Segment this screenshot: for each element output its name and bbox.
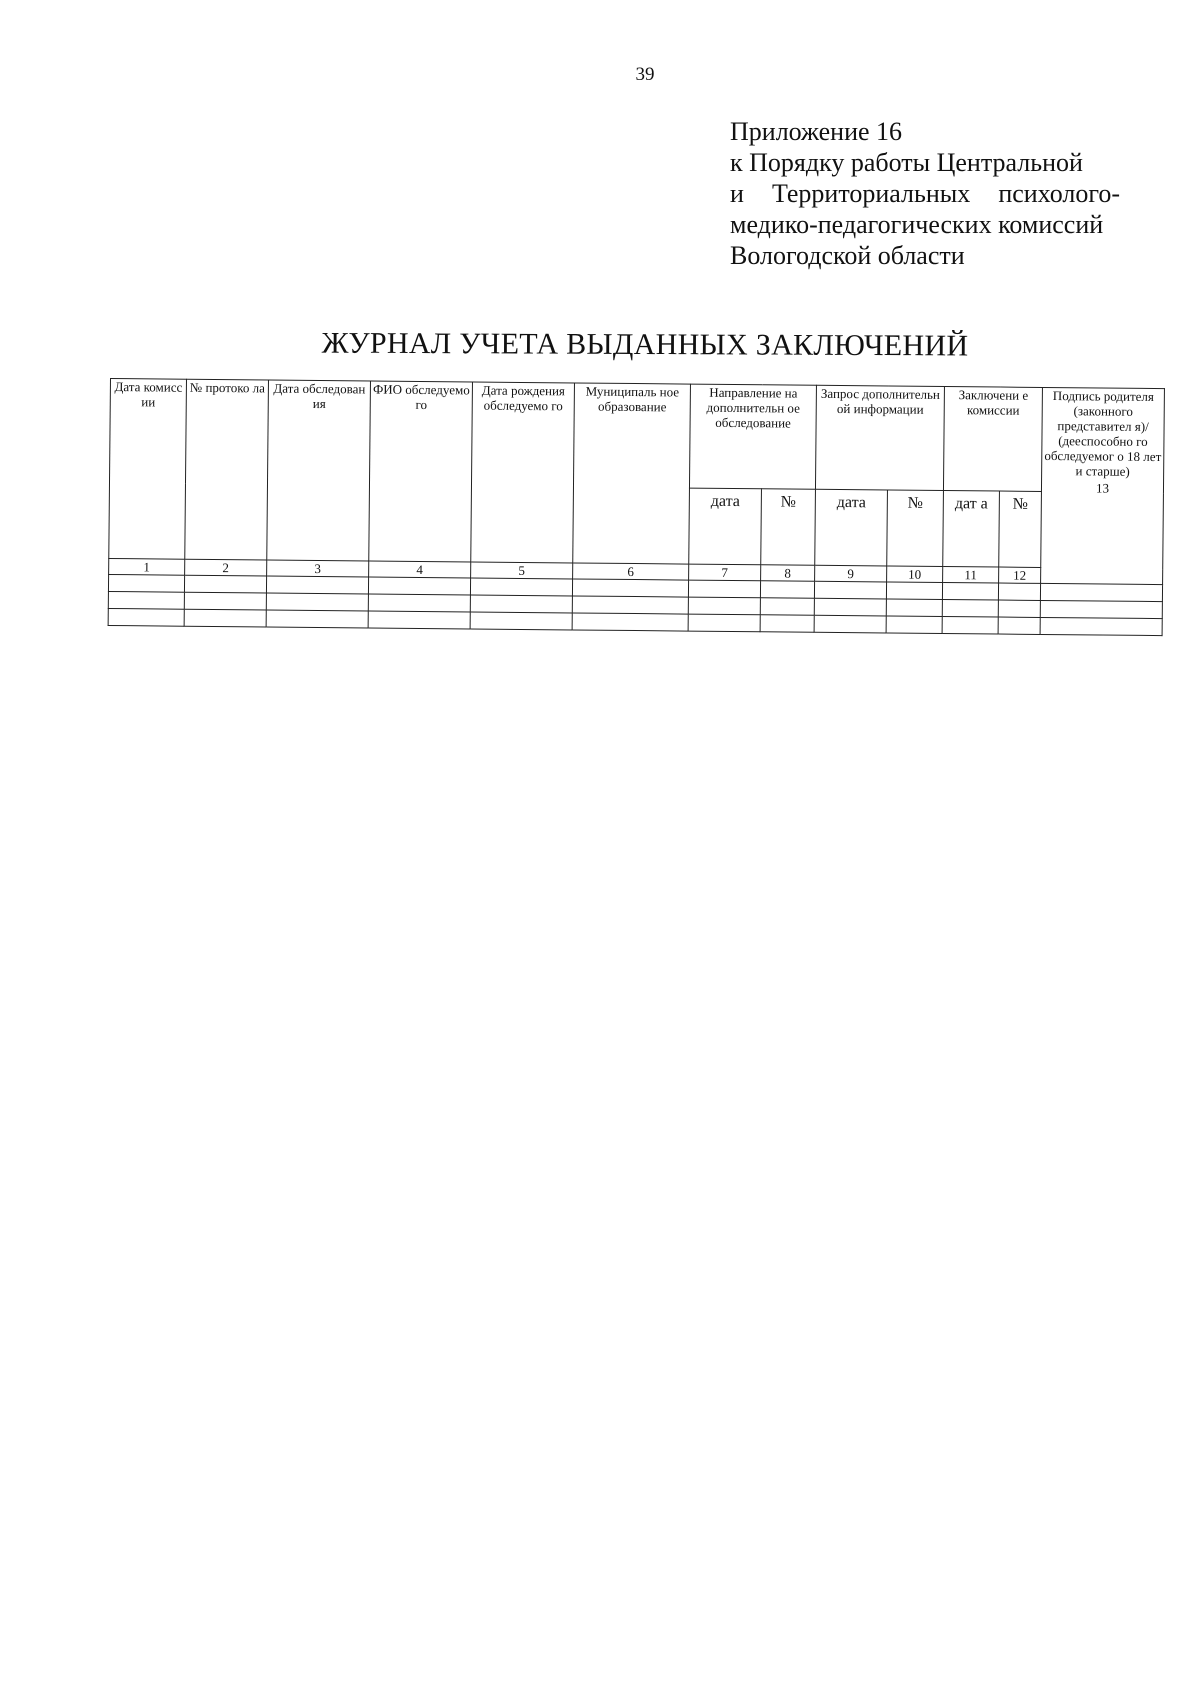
column-number: 4 <box>369 561 471 578</box>
column-number: 3 <box>267 560 369 577</box>
empty-cell <box>688 580 760 598</box>
header-group-cell: Заключени е комиссии <box>943 387 1042 492</box>
appendix-line-3 <box>730 178 1120 209</box>
appendix-line-4: медико-педагогических комиссий <box>730 210 1104 239</box>
appendix-line-5: Вологодской области <box>730 241 965 270</box>
header-group-cell: Направление на дополнительн ое обследование <box>689 384 816 489</box>
column-number: 6 <box>573 563 689 580</box>
subheader-cell: дат а <box>943 491 1000 568</box>
subheader-cell: дата <box>689 488 762 565</box>
empty-cell <box>108 608 184 626</box>
empty-cell <box>688 597 760 615</box>
empty-cell <box>572 579 688 597</box>
journal-table <box>108 378 1165 636</box>
column-number: 11 <box>943 567 999 584</box>
header-cell: Подпись родителя (законного представител я)/ (дееспособно го обследуемог о 18 лет и старше) 13 <box>1041 387 1165 584</box>
empty-cell <box>942 600 998 618</box>
empty-cell <box>886 582 942 600</box>
column-number: 5 <box>471 562 573 579</box>
empty-cell <box>760 598 814 616</box>
empty-cell <box>886 599 942 617</box>
column-number: 1 <box>109 558 185 575</box>
empty-cell <box>942 617 998 635</box>
appendix-line-3-word: психолого- <box>998 179 1120 208</box>
empty-cell <box>470 595 572 613</box>
subheader-cell: дата <box>815 489 888 566</box>
empty-cell <box>886 616 942 634</box>
empty-cell <box>1040 583 1162 601</box>
document-title: ЖУРНАЛ УЧЕТА ВЫДАННЫХ ЗАКЛЮЧЕНИЙ <box>321 326 969 363</box>
header-cell: Дата комисс ии <box>109 379 187 560</box>
empty-cell <box>184 609 266 627</box>
empty-cell <box>572 596 688 614</box>
empty-cell <box>266 576 368 594</box>
column-number: 9 <box>815 565 887 582</box>
empty-cell <box>814 615 886 633</box>
empty-cell <box>688 614 760 632</box>
empty-cell <box>998 617 1040 634</box>
subheader-cell: № <box>761 489 816 566</box>
column-number: 13 <box>1095 480 1110 496</box>
empty-cell <box>368 611 470 629</box>
empty-cell <box>998 600 1040 617</box>
empty-cell <box>184 592 266 610</box>
empty-cell <box>108 591 184 609</box>
empty-cell <box>814 598 886 616</box>
empty-cell <box>368 577 470 595</box>
appendix-line-3-word: Территориальных <box>771 179 971 208</box>
header-cell: № протоко ла <box>185 379 269 560</box>
empty-cell <box>572 613 688 631</box>
empty-cell <box>760 581 814 599</box>
appendix-line-2: к Порядку работы Центральной <box>730 148 1083 177</box>
header-cell: Дата обследован ия <box>267 380 371 561</box>
empty-cell <box>108 574 184 592</box>
appendix-block <box>730 116 1120 271</box>
column-number: 8 <box>761 565 815 582</box>
header-cell: Муниципаль ное образование <box>573 383 691 564</box>
empty-cell <box>760 615 814 633</box>
empty-cell <box>184 575 266 593</box>
empty-cell <box>368 594 470 612</box>
header-row-top <box>109 379 1164 493</box>
empty-cell <box>942 583 998 601</box>
header-group-cell: Запрос дополнительн ой информации <box>815 385 944 490</box>
column-number: 7 <box>689 564 761 581</box>
empty-cell <box>1040 600 1162 618</box>
header-cell: ФИО обследуемо го <box>369 381 473 562</box>
empty-cell <box>1040 617 1162 635</box>
empty-cell <box>266 593 368 611</box>
journal-table-wrapper <box>108 378 1164 636</box>
appendix-line-3-word: и <box>730 179 744 208</box>
empty-cell <box>470 612 572 630</box>
column-number: 2 <box>185 559 267 576</box>
subheader-cell: № <box>887 490 944 567</box>
page-number: 39 <box>635 64 655 85</box>
appendix-line-1: Приложение 16 <box>730 117 903 146</box>
empty-cell <box>814 581 886 599</box>
empty-cell <box>470 578 572 596</box>
header-cell: Дата рождения обследуемо го <box>471 382 575 563</box>
column-number: 10 <box>887 566 943 583</box>
empty-cell <box>998 583 1040 600</box>
empty-cell <box>266 610 368 628</box>
column-number: 12 <box>999 567 1041 583</box>
subheader-cell: № <box>999 491 1042 567</box>
